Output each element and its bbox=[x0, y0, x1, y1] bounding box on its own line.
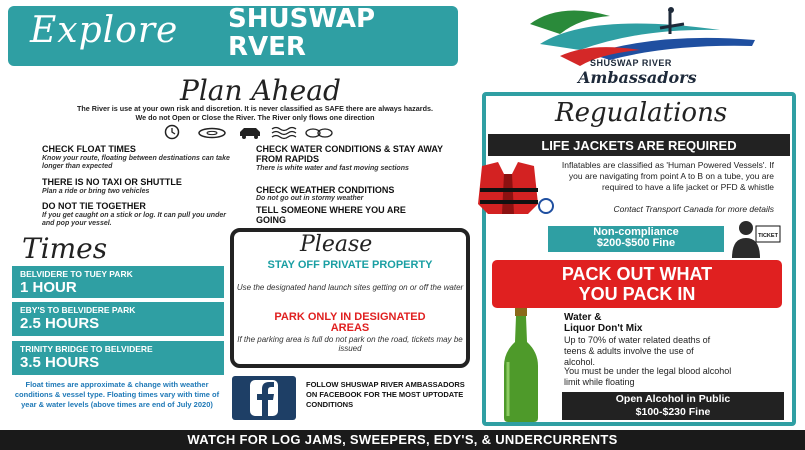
tip-no-tie-sub: If you get caught on a stick or log. It can pull you under and pop your vessel. bbox=[42, 212, 226, 227]
tip-no-taxi-sub: Plan a ride or bring two vehicles bbox=[42, 188, 150, 195]
lifejacket-heading: LIFE JACKETS ARE REQUIRED bbox=[541, 138, 737, 153]
lifejacket-paragraph: Inflatables are classified as 'Human Powered Vessels'. If you are navigating from point A to B on a tube, you are required to have a life jacket or PFD & whistle bbox=[561, 160, 774, 192]
tube-icon bbox=[199, 129, 225, 138]
water-liquor-title-1: Water & bbox=[564, 312, 602, 323]
times-note-1: Float times are approximate & change with weather conditions & vessel type. bbox=[14, 380, 209, 399]
time-duration-3: 3.5 HOURS bbox=[20, 354, 100, 371]
time-route-2: EBY'S TO BELVIDERE PARK bbox=[20, 305, 136, 315]
bottom-warning-text: WATCH FOR LOG JAMS, SWEEPERS, EDY'S, & UNDERCURRENTS bbox=[187, 432, 618, 447]
packout-line-1: PACK OUT WHAT bbox=[561, 264, 713, 284]
please-title: Please bbox=[300, 232, 373, 257]
header-explore-word: Explore bbox=[30, 10, 179, 51]
tie-icon bbox=[306, 129, 332, 137]
lifejacket-icon bbox=[468, 158, 558, 220]
time-block-1 bbox=[12, 266, 224, 298]
packout-line-2: YOU PACK IN bbox=[578, 284, 696, 304]
plan-ahead-title: Plan Ahead bbox=[180, 74, 341, 107]
times-note-2: Floating times vary with time of year & water levels (above times are end of July 2020) bbox=[21, 390, 220, 409]
time-route-3: TRINITY BRIDGE TO BELVIDERE bbox=[20, 344, 153, 354]
tip-float-times-title: CHECK FLOAT TIMES bbox=[42, 144, 136, 154]
tip-float-times-sub: Know your route, floating between destinations can take longer than expected bbox=[42, 155, 230, 170]
alcohol-fine-amount: $100-$230 Fine bbox=[635, 406, 711, 418]
ticket-officer-icon bbox=[726, 218, 782, 258]
tip-no-tie-title: DO NOT TIE TOGETHER bbox=[42, 201, 146, 211]
water-icon bbox=[272, 128, 296, 139]
water-liquor-title bbox=[564, 312, 642, 334]
transport-canada-note: Contact Transport Canada for more details bbox=[613, 204, 774, 214]
regulations-title: Regualations bbox=[555, 98, 728, 128]
times-title: Times bbox=[22, 232, 108, 265]
beer-bottle-icon bbox=[496, 306, 546, 424]
tip-water-conditions-title: CHECK WATER CONDITIONS & STAY AWAY FROM RAPIDS bbox=[256, 144, 443, 164]
ticket-label: TICKET bbox=[758, 233, 778, 239]
noncompliance-label: Non-compliance bbox=[593, 226, 679, 238]
water-liquor-para-1: Up to 70% of water related deaths of teens & adults involve the use of alcohol. bbox=[564, 335, 711, 367]
disclaimer-line-2: We do not Open or Close the River. The River only flows one direction bbox=[135, 113, 375, 122]
car-icon bbox=[240, 128, 260, 139]
facebook-follow-text: FOLLOW SHUSWAP RIVER AMBASSADORS ON FACEBOOK FOR THE MOST UPTODATE CONDITIONS bbox=[306, 380, 465, 409]
please-park-sub: If the parking area is full do not park on the road, tickets may be issued bbox=[237, 335, 463, 353]
facebook-icon[interactable] bbox=[232, 376, 296, 420]
tip-no-taxi-title: THERE IS NO TAXI OR SHUTTLE bbox=[42, 177, 182, 187]
disclaimer-line-1: The River is use at your own risk and discretion. It is never classified as SAFE there are always hazards. bbox=[77, 104, 433, 113]
time-block-2 bbox=[12, 302, 224, 336]
noncompliance-fine: $200-$500 Fine bbox=[596, 237, 676, 249]
time-route-1: BELVIDERE TO TUEY PARK bbox=[20, 269, 133, 279]
noncompliance-text bbox=[548, 227, 724, 249]
header-river-word: RVER bbox=[228, 32, 306, 62]
logo-river-name: SHUSWAP RIVER bbox=[590, 58, 672, 68]
times-note bbox=[8, 380, 226, 410]
time-block-3 bbox=[12, 341, 224, 375]
tip-water-conditions-sub: There is white water and fast moving sections bbox=[256, 165, 409, 172]
please-private-property-sub: Use the designated hand launch sites getting on or off the water bbox=[236, 283, 464, 292]
plan-ahead-icons bbox=[160, 124, 340, 140]
tip-tell-someone-title: TELL SOMEONE WHERE YOU ARE GOING bbox=[256, 205, 406, 225]
alcohol-fine-text bbox=[562, 393, 784, 419]
clock-icon bbox=[166, 126, 179, 139]
tip-weather-title: CHECK WEATHER CONDITIONS bbox=[256, 185, 395, 195]
time-duration-2: 2.5 HOURS bbox=[20, 315, 100, 332]
time-duration-1: 1 HOUR bbox=[20, 279, 77, 296]
water-liquor-para-2: You must be under the legal blood alcohol limit while floating bbox=[564, 366, 732, 387]
water-liquor-title-2: Liquor Don't Mix bbox=[564, 323, 643, 334]
logo-ambassadors: Ambassadors bbox=[578, 68, 697, 87]
please-park-heading: PARK ONLY IN DESIGNATED AREAS bbox=[274, 311, 426, 334]
alcohol-fine-label: Open Alcohol in Public bbox=[615, 393, 731, 405]
tip-weather-sub: Do not go out in stormy weather bbox=[256, 195, 364, 202]
please-private-property-heading: STAY OFF PRIVATE PROPERTY bbox=[267, 259, 433, 271]
facebook-f-icon bbox=[232, 376, 296, 420]
header-shuswap-word: SHUSWAP bbox=[228, 4, 376, 34]
